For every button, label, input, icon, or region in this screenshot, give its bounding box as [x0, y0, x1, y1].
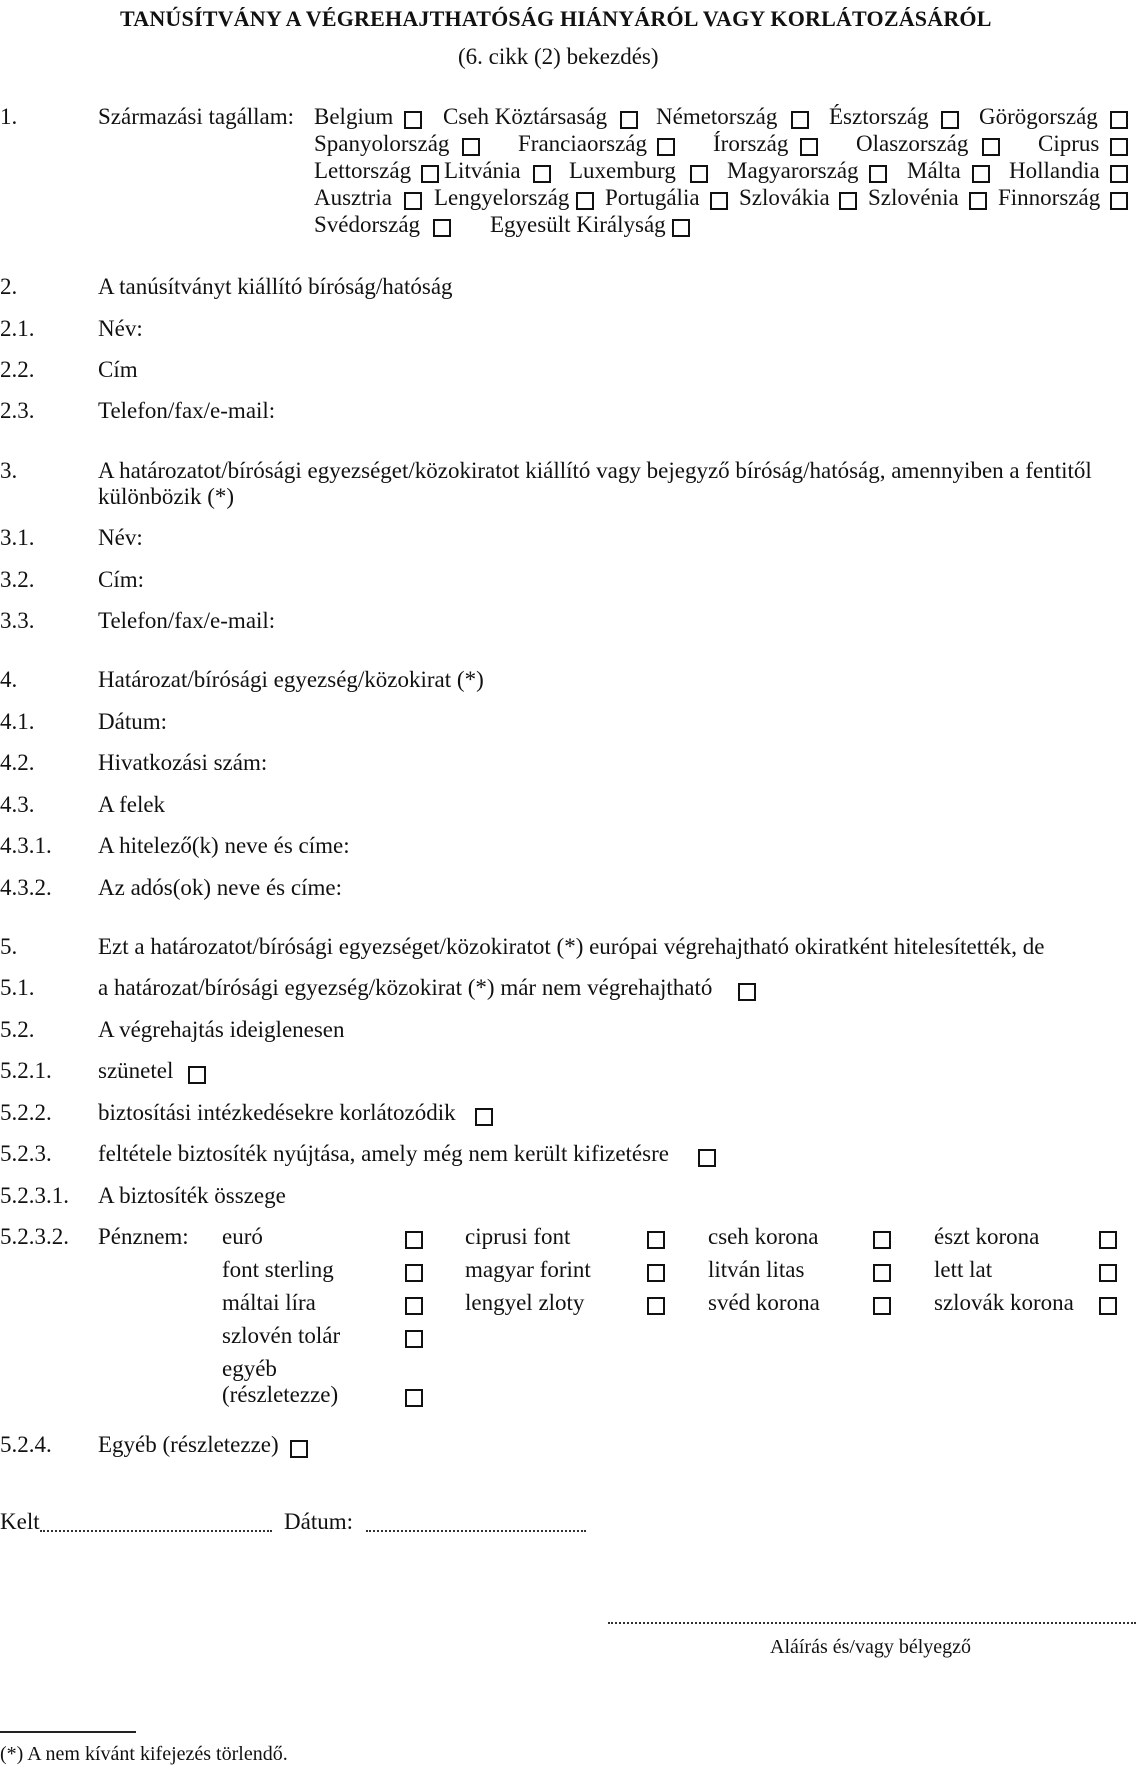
origin-state-label: Származási tagállam:	[98, 104, 295, 129]
footnote: (*) A nem kívánt kifejezés törlendő.	[0, 1743, 288, 1765]
decision-heading: Határozat/bírósági egyezség/közokirat (*)	[98, 667, 484, 692]
currency-estonian-kroon: észt korona	[934, 1224, 1040, 1249]
country-greece: Görögország	[979, 104, 1098, 129]
country-slovenia: Szlovénia	[868, 185, 959, 210]
checkbox-czech-republic[interactable]	[620, 111, 638, 129]
item-5-2-3-number: 5.2.3.	[0, 1141, 52, 1166]
section-4-number: 4.	[0, 667, 18, 692]
item-5-2-2-number: 5.2.2.	[0, 1100, 52, 1125]
item-5-2-3-2-number: 5.2.3.2.	[0, 1224, 69, 1249]
checkbox-euro[interactable]	[405, 1231, 423, 1249]
country-czech-republic: Cseh Köztársaság	[443, 104, 608, 129]
registering-court-contact-label: Telefon/fax/e-mail:	[98, 608, 276, 633]
checkbox-united-kingdom[interactable]	[672, 219, 690, 237]
parties-label: A felek	[98, 792, 166, 817]
checkbox-netherlands[interactable]	[1110, 165, 1128, 183]
checkbox-lithuanian-litas[interactable]	[873, 1264, 891, 1282]
security-condition-label: feltétele biztosíték nyújtása, amely még nem került kifizetésre	[98, 1141, 669, 1166]
checkbox-estonian-kroon[interactable]	[1099, 1231, 1117, 1249]
stayed-label: szünetel	[98, 1058, 174, 1083]
checkbox-pound-sterling[interactable]	[405, 1264, 423, 1282]
debtor-label: Az adós(ok) neve és címe:	[98, 875, 342, 900]
checkbox-slovak-koruna[interactable]	[1099, 1297, 1117, 1315]
item-4-3-2-number: 4.3.2.	[0, 875, 52, 900]
checkbox-latvia[interactable]	[421, 165, 439, 183]
country-sweden: Svédország	[314, 212, 421, 237]
checkbox-ireland[interactable]	[800, 138, 818, 156]
checkbox-maltese-lira[interactable]	[405, 1297, 423, 1315]
certification-statement: Ezt a határozatot/bírósági egyezséget/közokiratot (*) európai végrehajtható okiratként hitelesítették, de	[98, 934, 1045, 959]
reference-number-label: Hivatkozási szám:	[98, 750, 268, 775]
checkbox-currency-other[interactable]	[405, 1389, 423, 1407]
item-2-3-number: 2.3.	[0, 398, 35, 423]
item-5-2-number: 5.2.	[0, 1017, 35, 1042]
date-label: Dátum:	[284, 1509, 353, 1534]
checkbox-france[interactable]	[657, 138, 675, 156]
item-4-2-number: 4.2.	[0, 750, 35, 775]
item-5-2-4-number: 5.2.4.	[0, 1432, 52, 1457]
registering-court-heading-line1: A határozatot/bírósági egyezséget/közokiratot kiállító vagy bejegyző bíróság/hatóság, amennyiben a fentitől	[98, 458, 1092, 483]
currency-czech-koruna: cseh korona	[708, 1224, 819, 1249]
currency-pound-sterling: font sterling	[222, 1257, 334, 1282]
checkbox-hungary[interactable]	[869, 165, 887, 183]
country-ireland: Írország	[713, 131, 789, 156]
checkbox-spain[interactable]	[462, 138, 480, 156]
checkbox-slovakia[interactable]	[839, 192, 857, 210]
country-luxembourg: Luxemburg	[569, 158, 676, 183]
checkbox-cyprus-pound[interactable]	[647, 1231, 665, 1249]
checkbox-luxembourg[interactable]	[690, 165, 708, 183]
checkbox-portugal[interactable]	[710, 192, 728, 210]
issuing-court-name-label: Név:	[98, 316, 143, 341]
country-lithuania: Litvánia	[444, 158, 521, 183]
item-3-3-number: 3.3.	[0, 608, 35, 633]
date-field[interactable]	[366, 1530, 586, 1532]
country-united-kingdom: Egyesült Királyság	[490, 212, 666, 237]
country-hungary: Magyarország	[727, 158, 859, 183]
document-title: TANÚSÍTVÁNY A VÉGREHAJTHATÓSÁG HIÁNYÁRÓL VAGY KORLÁTOZÁSÁRÓL	[120, 6, 992, 31]
country-portugal: Portugália	[605, 185, 700, 210]
place-label: Kelt	[0, 1509, 40, 1534]
currency-slovak-koruna: szlovák korona	[934, 1290, 1074, 1315]
place-field[interactable]	[40, 1530, 272, 1532]
checkbox-slovenian-tolar[interactable]	[405, 1330, 423, 1348]
checkbox-security-condition[interactable]	[698, 1149, 716, 1167]
protective-measures-label: biztosítási intézkedésekre korlátozódik	[98, 1100, 456, 1125]
checkbox-polish-zloty[interactable]	[647, 1297, 665, 1315]
checkbox-protective-measures[interactable]	[475, 1108, 493, 1126]
section-2-number: 2.	[0, 274, 18, 299]
checkbox-hungarian-forint[interactable]	[647, 1264, 665, 1282]
item-5-2-3-1-number: 5.2.3.1.	[0, 1183, 69, 1208]
currency-swedish-krona: svéd korona	[708, 1290, 820, 1315]
country-estonia: Észtország	[829, 104, 929, 129]
checkbox-belgium[interactable]	[404, 111, 422, 129]
item-3-2-number: 3.2.	[0, 567, 35, 592]
currency-cyprus-pound: ciprusi font	[465, 1224, 571, 1249]
item-2-2-number: 2.2.	[0, 357, 35, 382]
checkbox-slovenia[interactable]	[969, 192, 987, 210]
country-poland: Lengyelország	[434, 185, 570, 210]
checkbox-czech-koruna[interactable]	[873, 1231, 891, 1249]
currency-other-line2: (részletezze)	[222, 1382, 339, 1407]
currency-latvian-lat: lett lat	[934, 1257, 993, 1282]
checkbox-italy[interactable]	[982, 138, 1000, 156]
currency-other-line1: egyéb	[222, 1356, 277, 1381]
country-latvia: Lettország	[314, 158, 412, 183]
item-5-1-number: 5.1.	[0, 975, 35, 1000]
currency-hungarian-forint: magyar forint	[465, 1257, 591, 1282]
section-3-number: 3.	[0, 458, 18, 483]
registering-court-name-label: Név:	[98, 525, 143, 550]
country-malta: Málta	[907, 158, 961, 183]
checkbox-poland[interactable]	[576, 192, 594, 210]
section-1-number: 1.	[0, 104, 18, 129]
issuing-court-address-label: Cím	[98, 357, 138, 382]
checkbox-greece[interactable]	[1110, 111, 1128, 129]
issuing-court-heading: A tanúsítványt kiállító bíróság/hatóság	[98, 274, 453, 299]
checkbox-sweden[interactable]	[433, 219, 451, 237]
checkbox-lithuania[interactable]	[533, 165, 551, 183]
registering-court-heading-line2: különbözik (*)	[98, 484, 235, 509]
country-belgium: Belgium	[314, 104, 394, 129]
signature-label: Aláírás és/vagy bélyegző	[770, 1636, 972, 1658]
country-italy: Olaszország	[856, 131, 969, 156]
signature-line[interactable]	[608, 1622, 1136, 1624]
item-3-1-number: 3.1.	[0, 525, 35, 550]
checkbox-estonia[interactable]	[941, 111, 959, 129]
country-cyprus: Ciprus	[1038, 131, 1100, 156]
currency-polish-zloty: lengyel zloty	[465, 1290, 585, 1315]
registering-court-address-label: Cím:	[98, 567, 145, 592]
temporarily-label: A végrehajtás ideiglenesen	[98, 1017, 345, 1042]
security-amount-label: A biztosíték összege	[98, 1183, 286, 1208]
currency-label: Pénznem:	[98, 1224, 189, 1249]
currency-euro: euró	[222, 1224, 263, 1249]
checkbox-stayed[interactable]	[188, 1066, 206, 1084]
issuing-court-contact-label: Telefon/fax/e-mail:	[98, 398, 276, 423]
footnote-divider	[0, 1731, 136, 1733]
checkbox-swedish-krona[interactable]	[873, 1297, 891, 1315]
other-details-label: Egyéb (részletezze)	[98, 1432, 279, 1457]
document-subtitle: (6. cikk (2) bekezdés)	[458, 44, 659, 69]
checkbox-germany[interactable]	[791, 111, 809, 129]
checkbox-latvian-lat[interactable]	[1099, 1264, 1117, 1282]
item-5-2-1-number: 5.2.1.	[0, 1058, 52, 1083]
country-spain: Spanyolország	[314, 131, 450, 156]
decision-date-label: Dátum:	[98, 709, 167, 734]
country-germany: Németország	[656, 104, 778, 129]
checkbox-no-longer-enforceable[interactable]	[738, 983, 756, 1001]
item-4-1-number: 4.1.	[0, 709, 35, 734]
currency-lithuanian-litas: litván litas	[708, 1257, 805, 1282]
no-longer-enforceable-label: a határozat/bírósági egyezség/közokirat (*) már nem végrehajtható	[98, 975, 713, 1000]
country-finland: Finnország	[998, 185, 1101, 210]
item-4-3-number: 4.3.	[0, 792, 35, 817]
checkbox-cyprus[interactable]	[1110, 138, 1128, 156]
item-4-3-1-number: 4.3.1.	[0, 833, 52, 858]
section-5-number: 5.	[0, 934, 18, 959]
item-2-1-number: 2.1.	[0, 316, 35, 341]
currency-maltese-lira: máltai líra	[222, 1290, 316, 1315]
checkbox-austria[interactable]	[404, 192, 422, 210]
checkbox-finland[interactable]	[1110, 192, 1128, 210]
checkbox-malta[interactable]	[972, 165, 990, 183]
country-netherlands: Hollandia	[1009, 158, 1100, 183]
country-france: Franciaország	[518, 131, 647, 156]
country-austria: Ausztria	[314, 185, 392, 210]
currency-slovenian-tolar: szlovén tolár	[222, 1323, 341, 1348]
country-slovakia: Szlovákia	[739, 185, 830, 210]
checkbox-other-details[interactable]	[290, 1440, 308, 1458]
creditor-label: A hitelező(k) neve és címe:	[98, 833, 350, 858]
